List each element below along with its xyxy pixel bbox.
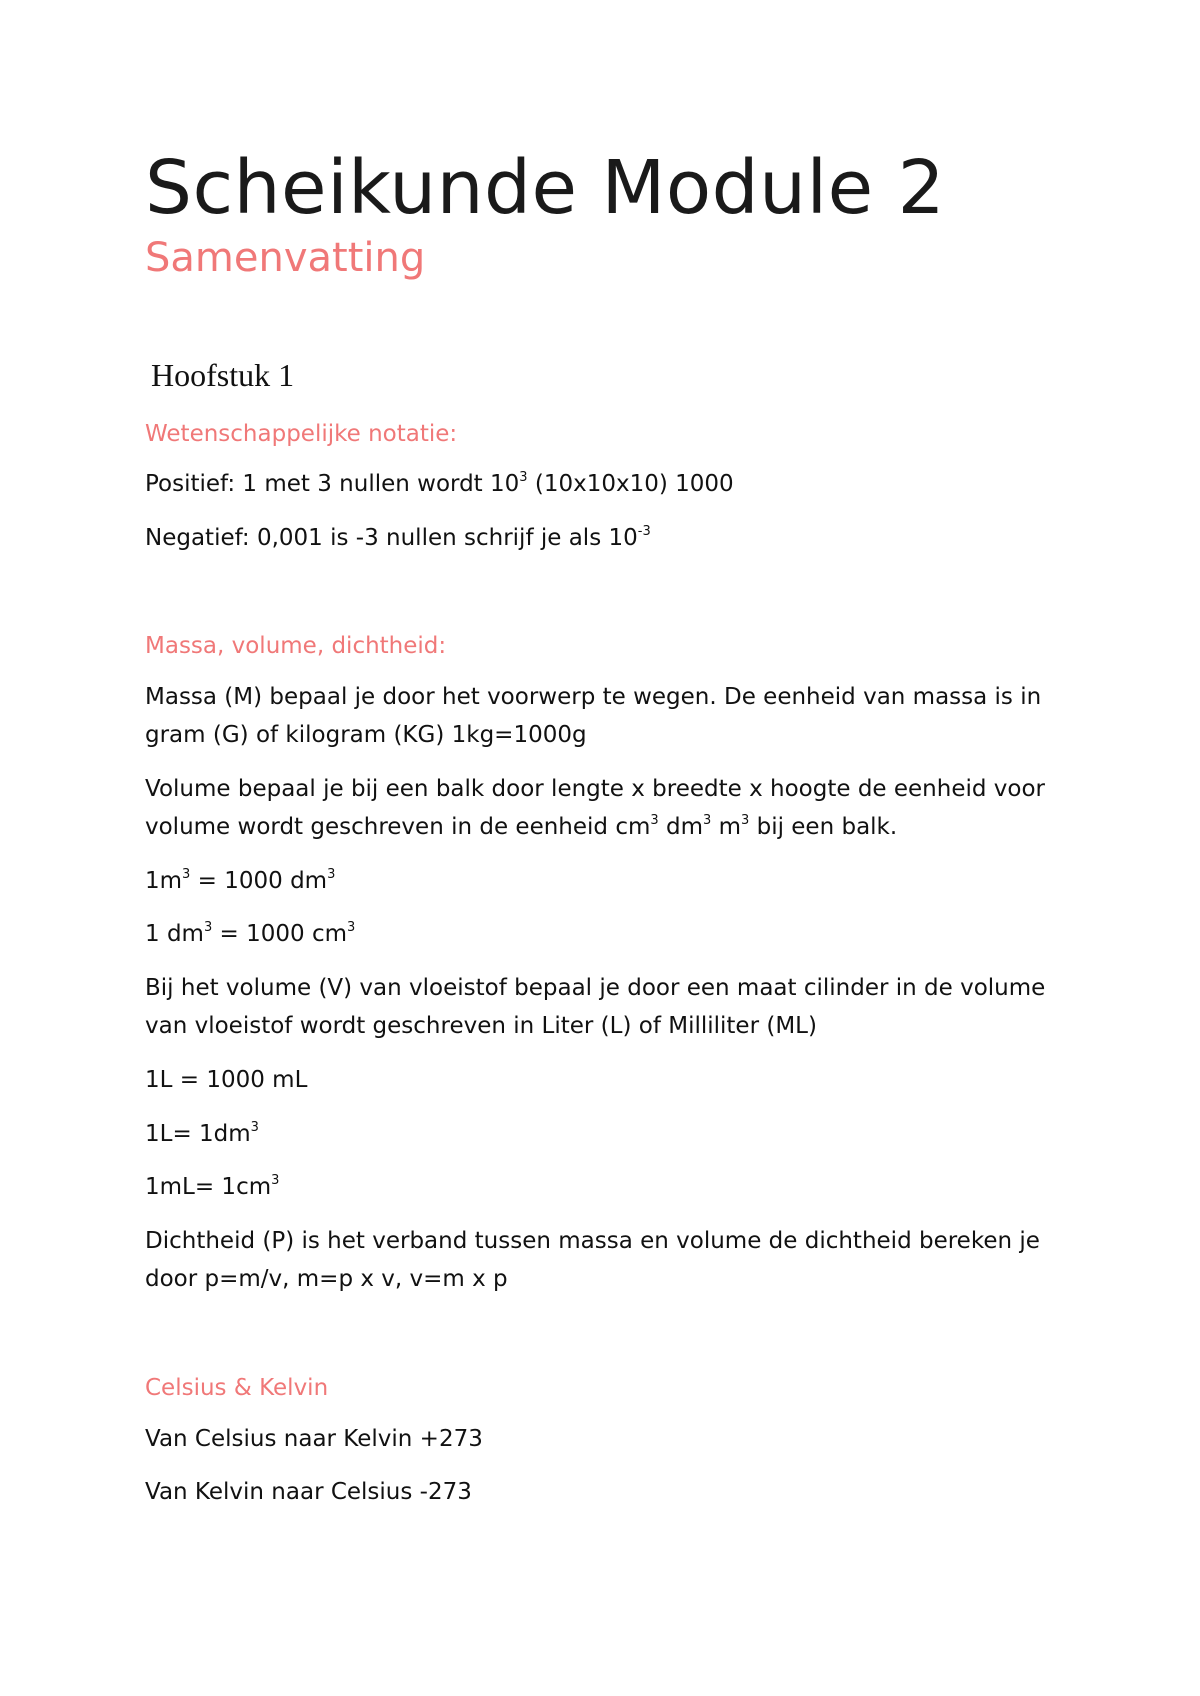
notation-negative-text: Negatief: 0,001 is -3 nullen schrijf je als 10 [145, 525, 638, 551]
equation-l-dm3 [145, 1115, 1075, 1153]
exponent: 3 [347, 920, 356, 935]
celsius-to-kelvin: Van Celsius naar Kelvin +273 [145, 1426, 483, 1452]
section-heading-notation: Wetenschappelijke notatie: [145, 421, 458, 447]
equation-text: 1 dm [145, 921, 204, 947]
density-paragraph: Dichtheid (P) is het verband tussen massa en volume de dichtheid bereken je door p=m/v, m=p x v, v=m x p [145, 1228, 1040, 1292]
volume-text-d: bij een balk. [749, 814, 898, 840]
equation-text: 1L= 1dm [145, 1121, 251, 1147]
equation-text: = 1000 cm [212, 921, 348, 947]
chapter-heading: Hoofstuk 1 [151, 357, 295, 393]
exponent: 3 [741, 813, 750, 828]
notation-positive-tail: (10x10x10) 1000 [527, 471, 734, 497]
volume-text-b: dm [658, 814, 703, 840]
equation-dm3-cm3 [145, 915, 1075, 953]
exponent: 3 [182, 867, 191, 882]
exponent: 3 [703, 813, 712, 828]
notation-negative [145, 519, 1075, 557]
volume-text-a: Volume bepaal je bij een balk door lengte x breedte x hoogte de eenheid voor volume wordt geschreven in de eenheid cm [145, 776, 1045, 840]
equation-l-ml: 1L = 1000 mL [145, 1067, 308, 1093]
mass-paragraph: Massa (M) bepaal je door het voorwerp te wegen. De eenheid van massa is in gram (G) of kilogram (KG) 1kg=1000g [145, 684, 1042, 748]
equation-ml-cm3 [145, 1168, 1075, 1206]
exponent: 3 [203, 920, 213, 935]
notation-positive-text: Positief: 1 met 3 nullen wordt 10 [145, 471, 520, 497]
document-title: Scheikunde Module 2 [145, 145, 946, 231]
exponent: 3 [250, 1120, 259, 1135]
liquid-volume-paragraph: Bij het volume (V) van vloeistof bepaal je door een maat cilinder in de volume van vloeistof wordt geschreven in Liter (L) of Milliliter (ML) [145, 975, 1046, 1039]
exponent: 3 [271, 1173, 280, 1188]
document-subtitle: Samenvatting [145, 235, 426, 281]
equation-text: 1m [145, 868, 183, 894]
equation-text: = 1000 dm [190, 868, 328, 894]
exponent: 3 [650, 813, 659, 828]
notation-positive [145, 465, 1075, 503]
exponent: 3 [519, 470, 528, 485]
equation-m3-dm3 [145, 862, 1075, 900]
kelvin-to-celsius: Van Kelvin naar Celsius -273 [145, 1479, 472, 1505]
volume-text-c: m [711, 814, 741, 840]
volume-paragraph [145, 770, 1075, 846]
section-heading-mass: Massa, volume, dichtheid: [145, 633, 447, 659]
equation-text: 1mL= 1cm [145, 1174, 272, 1200]
section-heading-temperature: Celsius & Kelvin [145, 1375, 329, 1401]
exponent: 3 [327, 867, 336, 882]
exponent: -3 [637, 524, 651, 539]
